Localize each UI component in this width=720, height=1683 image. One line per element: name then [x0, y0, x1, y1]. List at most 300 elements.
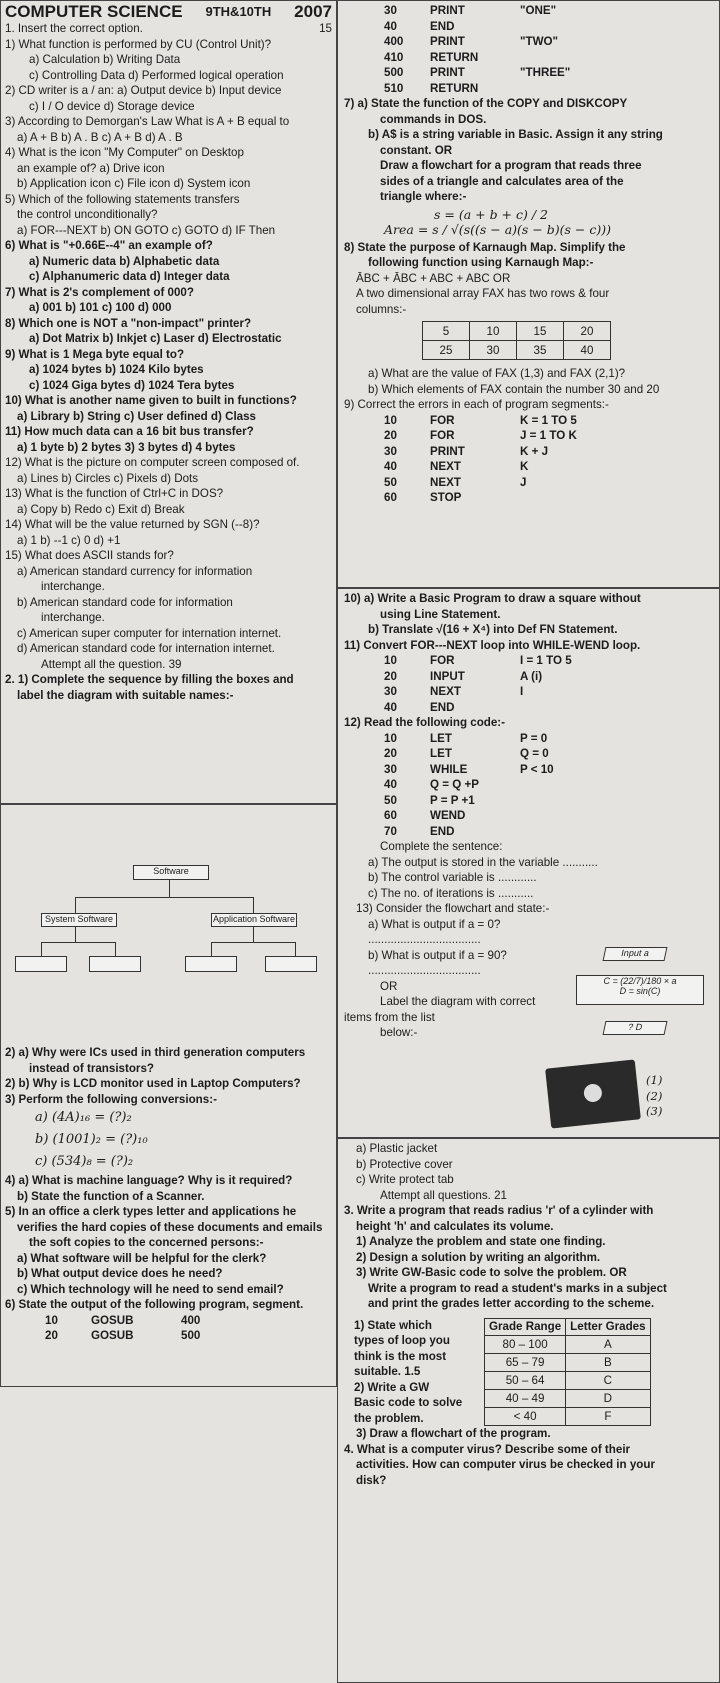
- left-panel-top: [0, 0, 337, 804]
- question-line: a) Calculation b) Writing Data: [29, 53, 181, 66]
- floppy-disk-image: [545, 1059, 641, 1128]
- grades-questions: [344, 1318, 484, 1427]
- question-line: Attempt all the question. 39: [41, 657, 182, 671]
- question-line: a) FOR---NEXT b) ON GOTO c) GOTO d) IF Then: [17, 223, 276, 237]
- grades-table: [484, 1318, 651, 1427]
- program-line: [344, 50, 713, 66]
- line-number: 70: [384, 824, 397, 838]
- question-line: verifies the hard copies of these documents and emails: [17, 1220, 323, 1234]
- question-text: 1. Insert the correct option.: [5, 22, 143, 35]
- mcq-section: [5, 21, 332, 703]
- question-line: 6) State the output of the following program, segment.: [5, 1298, 304, 1311]
- diagram-connector: [253, 926, 254, 942]
- questions-section: [5, 1173, 332, 1313]
- question-line: instead of transistors?: [29, 1061, 154, 1075]
- right-panel-bottom: [337, 1138, 720, 1683]
- keyword: NEXT: [430, 475, 461, 489]
- program-line: [344, 808, 713, 824]
- area-formula: [344, 207, 713, 238]
- question-line: a) Numeric data b) Alphabetic data: [29, 254, 220, 268]
- question-line: activities. How can computer virus be checked in your: [356, 1458, 655, 1471]
- line-number: 30: [384, 685, 397, 698]
- question-line: 8) State the purpose of Karnaugh Map. Simplify the: [344, 240, 626, 254]
- fax-cell: 40: [564, 341, 611, 360]
- diagram-connector: [211, 942, 295, 943]
- question-line: 3. Write a program that reads radius 'r' of a cylinder with: [344, 1204, 654, 1217]
- keyword: RETURN: [430, 50, 479, 64]
- line-number: 10: [384, 413, 397, 427]
- keyword: PRINT: [430, 444, 465, 458]
- line-number: 30: [384, 762, 397, 776]
- program-line: [344, 19, 713, 35]
- grades-row: [485, 1390, 651, 1408]
- grades-header-cell: Grade Range: [485, 1318, 566, 1336]
- question-line: 11) How much data can a 16 bit bus transfer?: [5, 425, 254, 438]
- program-line: [344, 684, 713, 700]
- question-line: 12) What is the picture on computer screen composed of.: [5, 456, 300, 469]
- grades-cell: 80 – 100: [485, 1336, 566, 1354]
- question-line: 4. What is a computer virus? Describe some of their: [344, 1442, 631, 1456]
- question-line: a) 1 b) --1 c) 0 d) +1: [17, 533, 121, 547]
- question-line: interchange.: [41, 611, 105, 624]
- disk-label: (1): [646, 1073, 663, 1087]
- fax-cell: 15: [517, 322, 564, 341]
- question-line: constant. OR: [380, 143, 453, 157]
- diagram-connector: [295, 942, 296, 956]
- grades-row: [485, 1372, 651, 1390]
- fax-cell: 20: [564, 322, 611, 341]
- question-line: types of loop you: [354, 1334, 450, 1347]
- question-line: a) What software will be helpful for the clerk?: [17, 1251, 267, 1265]
- question-line: columns:-: [356, 302, 407, 316]
- question-line: Attempt all questions. 21: [380, 1188, 507, 1202]
- question-line: 5) In an office a clerk types letter and applications he: [5, 1205, 297, 1218]
- question-line: 2) a) Why were ICs used in third generation computers: [5, 1046, 306, 1059]
- question-line: b) A$ is a string variable in Basic. Assign it any string: [368, 128, 663, 141]
- question-line: 9) What is 1 Mega byte equal to?: [5, 347, 185, 361]
- diagram-blank-box: [89, 956, 141, 972]
- questions-section: [344, 240, 713, 318]
- fax-row: [423, 341, 611, 360]
- diagram-connector: [75, 897, 253, 898]
- line-number: 50: [384, 475, 397, 489]
- conversions-list: [5, 1107, 332, 1173]
- program-line: [344, 475, 713, 491]
- question-line: a) American standard currency for information: [17, 564, 253, 578]
- question-line: 14) What will be the value returned by SGN (--8)?: [5, 518, 260, 531]
- grades-row: [485, 1354, 651, 1372]
- question-line: 2) CD writer is a / an: a) Output device b) Input device: [5, 84, 282, 97]
- question-line: and print the grades letter according to the scheme.: [368, 1297, 655, 1310]
- questions-section: [344, 1141, 713, 1312]
- keyword: END: [430, 700, 455, 714]
- diagram-connector: [41, 942, 42, 956]
- keyword: FOR: [430, 429, 455, 442]
- question-line: a) The output is stored in the variable ...........: [368, 855, 598, 869]
- operand: J = 1 TO K: [520, 429, 577, 442]
- question-line: c) 1024 Giga bytes d) 1024 Tera bytes: [29, 378, 235, 392]
- conversion-item: a) (4A)₁₆ = (?)₂: [35, 1110, 132, 1125]
- question-line: 1) Analyze the problem and state one finding.: [356, 1235, 606, 1248]
- software-diagram: [5, 807, 332, 1045]
- question-line: 6) What is "+0.66E--4" an example of?: [5, 239, 213, 252]
- operand: J: [520, 475, 527, 489]
- question-line: 7) What is 2's complement of 000?: [5, 285, 194, 299]
- question-line: the control unconditionally?: [17, 208, 158, 221]
- question-line: 11) Convert FOR---NEXT loop into WHILE-WEND loop.: [344, 638, 641, 652]
- operand: [520, 81, 640, 97]
- questions-section: [344, 96, 713, 205]
- line-number: 500: [384, 66, 404, 79]
- line-number: 10: [384, 654, 397, 667]
- line-number: 10: [45, 1313, 58, 1327]
- conversion-item: c) (534)₈ = (?)₂: [35, 1154, 134, 1169]
- keyword: NEXT: [430, 685, 461, 698]
- question-line: a) 001 b) 101 c) 100 d) 000: [29, 301, 172, 314]
- keyword: LET: [430, 747, 452, 760]
- question-line: 15) What does ASCII stands for?: [5, 549, 174, 562]
- keyword: FOR: [430, 654, 455, 667]
- question-line: a) Dot Matrix b) Inkjet c) Laser d) Electrostatic: [29, 332, 282, 345]
- fax-row: [423, 322, 611, 341]
- question-line: 1) State which: [354, 1318, 432, 1332]
- question-line: ...................................: [368, 964, 481, 977]
- line-number: 400: [384, 35, 404, 48]
- right-panel-top: [337, 0, 720, 588]
- operand: 400: [181, 1313, 201, 1327]
- question-line: triangle where:-: [380, 190, 467, 203]
- class-label: 9TH&10TH: [205, 4, 272, 19]
- question-line: commands in DOS.: [380, 112, 487, 126]
- question-line: height 'h' and calculates its volume.: [356, 1219, 554, 1233]
- operand: I = 1 TO 5: [520, 654, 572, 667]
- question-line: b) American standard code for information: [17, 595, 233, 609]
- line-number: 20: [384, 429, 397, 442]
- operand: P < 10: [520, 762, 554, 776]
- program-line: [344, 669, 713, 685]
- question-line: ...................................: [368, 933, 481, 946]
- operand: [520, 50, 640, 66]
- question-line: 3) According to Demorgan's Law What is A + B equal to: [5, 115, 290, 128]
- operand: A (i): [520, 669, 543, 683]
- question-line: below:-: [380, 1026, 418, 1039]
- diagram-blank-box: [185, 956, 237, 972]
- keyword: PRINT: [430, 35, 465, 48]
- diagram-blank-box: [15, 956, 67, 972]
- question-line: a) A + B b) A . B c) A + B d) A . B: [17, 130, 183, 144]
- program-line: [344, 762, 713, 778]
- question-line: ĀBC + ĀBC + ABC + ABC OR: [356, 271, 511, 285]
- operand: [520, 777, 640, 793]
- operand: [520, 700, 640, 716]
- question-line: Draw a flowchart for a program that reads three: [380, 159, 642, 172]
- question-line: 10) What is another name given to built in functions?: [5, 394, 297, 407]
- marks-label: 15: [319, 22, 332, 35]
- grades-row: [485, 1408, 651, 1426]
- question-line: OR: [380, 979, 398, 993]
- operand: [520, 19, 640, 35]
- question-line: b) What output device does he need?: [17, 1267, 223, 1280]
- question-line: the soft copies to the concerned persons:-: [29, 1236, 264, 1249]
- question-line: 4) What is the icon "My Computer" on Desktop: [5, 146, 244, 159]
- diagram-connector: [169, 879, 170, 897]
- operand: Q = 0: [520, 747, 549, 760]
- question-line: b) What is output if a = 90?: [368, 948, 507, 962]
- gosub-program: [5, 1313, 332, 1344]
- question-line: c) American super computer for internation internet.: [17, 626, 282, 640]
- program-line: [344, 777, 713, 793]
- question-line: a) Library b) String c) User defined d) Class: [17, 409, 257, 423]
- operand: [520, 793, 640, 809]
- let-program: [344, 731, 713, 840]
- keyword: INPUT: [430, 669, 465, 683]
- question-line: items from the list: [344, 1010, 435, 1024]
- question-line: c) The no. of iterations is ...........: [368, 886, 534, 900]
- grades-block: [344, 1318, 713, 1427]
- keyword: P = P +1: [430, 793, 475, 807]
- line-number: 20: [384, 669, 397, 683]
- question-line: c) Alphanumeric data d) Integer data: [29, 270, 230, 283]
- formula-s: s = (a + b + c) / 2: [434, 206, 548, 222]
- print-program: [344, 3, 713, 96]
- program-line: [5, 1313, 332, 1329]
- question-line: an example of? a) Drive icon: [17, 161, 165, 175]
- fax-cell: 30: [470, 341, 517, 360]
- question-line: 2) Design a solution by writing an algorithm.: [356, 1250, 601, 1264]
- flowchart-input: Input a: [603, 947, 668, 961]
- fax-cell: 25: [423, 341, 470, 360]
- question-line: 2. 1) Complete the sequence by filling the boxes and: [5, 673, 294, 686]
- line-number: 20: [384, 747, 397, 760]
- program-line: [344, 490, 713, 506]
- line-number: 40: [384, 460, 397, 473]
- line-number: 40: [384, 778, 397, 791]
- year-label: 2007: [294, 2, 332, 21]
- grades-cell: C: [566, 1372, 650, 1390]
- program-line: [344, 653, 713, 669]
- disk-labels: [646, 1073, 662, 1120]
- diagram-connector: [253, 897, 254, 913]
- questions-section: [344, 1426, 713, 1488]
- program-line: [344, 428, 713, 444]
- question-line: b) Protective cover: [356, 1157, 453, 1171]
- operand: "ONE": [520, 4, 557, 17]
- question-line: think is the most: [354, 1349, 447, 1363]
- question-line: b) Application icon c) File icon d) System icon: [17, 177, 251, 190]
- operand: K: [520, 460, 529, 473]
- program-line: [344, 444, 713, 460]
- question-line: a) Lines b) Circles c) Pixels d) Dots: [17, 471, 199, 485]
- program-line: [344, 746, 713, 762]
- grades-row: [485, 1336, 651, 1354]
- operand: P = 0: [520, 731, 548, 745]
- grades-cell: A: [566, 1336, 650, 1354]
- conversion-item: b) (1001)₂ = (?)₁₀: [35, 1132, 148, 1147]
- operand: "THREE": [520, 66, 571, 79]
- question-line: 2) Write a GW: [354, 1380, 430, 1394]
- flowchart-formula2: D = sin(C): [619, 986, 661, 996]
- grades-cell: F: [566, 1408, 650, 1426]
- formula-area: Area = s / √(s((s − a)(s − b)(s − c))): [384, 222, 611, 237]
- program-line: [344, 700, 713, 716]
- keyword: RETURN: [430, 81, 479, 95]
- grades-cell: 40 – 49: [485, 1390, 566, 1408]
- right-panel-middle: [337, 588, 720, 1138]
- program-line: [344, 413, 713, 429]
- grades-cell: < 40: [485, 1408, 566, 1426]
- question-line: a) Plastic jacket: [356, 1142, 438, 1155]
- grades-header-row: [485, 1318, 651, 1336]
- question-line: 4) a) What is machine language? Why is it required?: [5, 1174, 293, 1187]
- grades-cell: 50 – 64: [485, 1372, 566, 1390]
- while-program: [344, 653, 713, 715]
- diagram-connector: [41, 942, 115, 943]
- question-line: Basic code to solve: [354, 1396, 463, 1409]
- question-line: Label the diagram with correct: [380, 995, 536, 1008]
- keyword: STOP: [430, 491, 462, 504]
- fax-array-table: [422, 321, 611, 360]
- program-line: [344, 459, 713, 475]
- question-line: interchange.: [41, 580, 105, 593]
- question-line: a) Copy b) Redo c) Exit d) Break: [17, 502, 185, 516]
- question-line: 3) Perform the following conversions:-: [5, 1092, 217, 1106]
- keyword: GOSUB: [91, 1329, 134, 1342]
- question-line: [5, 21, 332, 37]
- question-line: 5) Which of the following statements transfers: [5, 192, 240, 206]
- question-line: a) 1024 bytes b) 1024 Kilo bytes: [29, 363, 204, 376]
- flowchart-output: ? D: [603, 1021, 668, 1035]
- fax-cell: 10: [470, 322, 517, 341]
- diagram-connector: [211, 942, 212, 956]
- keyword: END: [430, 19, 455, 33]
- fax-cell: 5: [423, 322, 470, 341]
- keyword: END: [430, 824, 455, 838]
- question-line: 1) What function is performed by CU (Control Unit)?: [5, 37, 272, 51]
- flowchart-process: [576, 975, 704, 1005]
- question-line: 8) Which one is NOT a "non-impact" printer?: [5, 316, 252, 330]
- question-line: the problem.: [354, 1411, 424, 1425]
- question-line: using Line Statement.: [380, 607, 501, 621]
- diagram-system-box: System Software: [41, 913, 117, 927]
- program-line: [344, 731, 713, 747]
- operand: K + J: [520, 444, 549, 458]
- program-line: [344, 824, 713, 840]
- question-line: b) Which elements of FAX contain the number 30 and 20: [368, 382, 660, 396]
- diagram-connector: [115, 942, 116, 956]
- operand: [520, 490, 640, 506]
- question-line: 10) a) Write a Basic Program to draw a square without: [344, 592, 641, 605]
- line-number: 50: [384, 793, 397, 807]
- question-line: sides of a triangle and calculates area of the: [380, 174, 624, 188]
- line-number: 20: [45, 1329, 58, 1342]
- question-line: 7) a) State the function of the COPY and DISKCOPY: [344, 97, 628, 110]
- question-line: 3) Draw a flowchart of the program.: [356, 1427, 551, 1440]
- disk-label: (2): [646, 1088, 663, 1103]
- question-line: a) What is output if a = 0?: [368, 917, 501, 931]
- disk-label: (3): [646, 1104, 663, 1118]
- flowchart: [576, 941, 716, 1041]
- keyword: PRINT: [430, 4, 465, 17]
- question-line: a) What are the value of FAX (1,3) and FAX (2,1)?: [368, 367, 626, 380]
- question-line: 3) Write GW-Basic code to solve the problem. OR: [356, 1266, 627, 1279]
- line-number: 40: [384, 19, 397, 33]
- diagram-connector: [75, 897, 76, 913]
- left-panel-bottom: [0, 804, 337, 1387]
- question-line: c) Write protect tab: [356, 1173, 454, 1186]
- diagram-application-box: Application Software: [211, 913, 297, 927]
- question-line: c) Controlling Data d) Performed logical operation: [29, 68, 284, 82]
- question-line: Complete the sentence:: [380, 840, 503, 853]
- operand: I: [520, 685, 524, 698]
- questions-section: [344, 591, 713, 653]
- diagram-root-box: Software: [133, 865, 209, 880]
- question-line: b) The control variable is ............: [368, 871, 537, 884]
- subject-title: COMPUTER SCIENCE: [5, 2, 183, 21]
- question-line: b) Translate √(16 + X⁴) into Def FN Statement.: [368, 623, 618, 636]
- keyword: PRINT: [430, 66, 465, 79]
- program-line: [344, 3, 713, 19]
- grades-cell: 65 – 79: [485, 1354, 566, 1372]
- program-line: [344, 34, 713, 50]
- keyword: NEXT: [430, 460, 461, 473]
- question-line: following function using Karnaugh Map:-: [368, 256, 594, 269]
- line-number: 30: [384, 444, 397, 458]
- flowchart-formula: C = (22/7)/180 × a: [603, 976, 677, 986]
- line-number: 60: [384, 809, 397, 822]
- diagram-connector: [75, 926, 76, 942]
- line-number: 30: [384, 4, 397, 17]
- question-line: label the diagram with suitable names:-: [17, 688, 234, 702]
- line-number: 60: [384, 491, 397, 504]
- exam-header: [5, 3, 332, 21]
- grades-cell: D: [566, 1390, 650, 1408]
- line-number: 510: [384, 81, 404, 95]
- program-line: [344, 81, 713, 97]
- question-line: 13) Consider the flowchart and state:-: [356, 902, 550, 915]
- keyword: GOSUB: [91, 1313, 134, 1327]
- keyword: LET: [430, 731, 452, 745]
- keyword: WHILE: [430, 762, 468, 776]
- question-line: d) American standard code for internation internet.: [17, 642, 275, 655]
- line-number: 410: [384, 50, 404, 64]
- keyword: Q = Q +P: [430, 778, 479, 791]
- grades-header-cell: Letter Grades: [566, 1318, 650, 1336]
- for-program: [344, 413, 713, 506]
- line-number: 40: [384, 700, 397, 714]
- question-line: A two dimensional array FAX has two rows & four: [356, 287, 610, 300]
- question-line: 12) Read the following code:-: [344, 716, 506, 729]
- question-line: disk?: [356, 1473, 387, 1487]
- program-line: [5, 1328, 332, 1344]
- operand: [520, 808, 640, 824]
- program-line: [344, 65, 713, 81]
- question-line: b) State the function of a Scanner.: [17, 1189, 205, 1203]
- question-line: 2) b) Why is LCD monitor used in Laptop Computers?: [5, 1077, 301, 1090]
- questions-section: [344, 715, 713, 731]
- question-line: 13) What is the function of Ctrl+C in DOS?: [5, 487, 224, 500]
- question-line: 9) Correct the errors in each of program segments:-: [344, 398, 609, 411]
- diagram-blank-box: [265, 956, 317, 972]
- line-number: 10: [384, 731, 397, 745]
- questions-section: [5, 1045, 332, 1107]
- operand: 500: [181, 1329, 201, 1342]
- grades-cell: B: [566, 1354, 650, 1372]
- program-line: [344, 793, 713, 809]
- questions-section: [344, 366, 713, 413]
- operand: "TWO": [520, 35, 559, 48]
- fax-cell: 35: [517, 341, 564, 360]
- question-line: suitable. 1.5: [354, 1365, 421, 1378]
